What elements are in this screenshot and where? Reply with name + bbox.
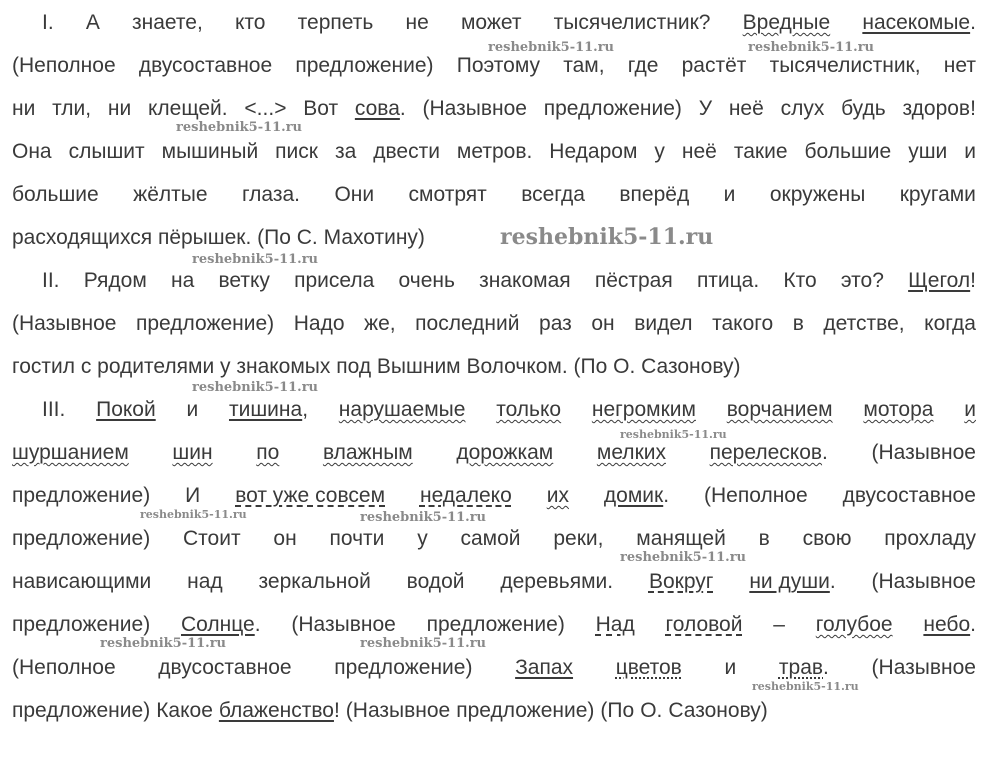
word: предложение) xyxy=(12,527,151,550)
word: и xyxy=(723,183,736,206)
word: (Назывное xyxy=(291,613,396,636)
word: знаете, xyxy=(132,11,203,34)
word: он xyxy=(273,527,297,550)
watermark: reshebnik5-11.ru xyxy=(360,510,487,525)
watermark: reshebnik5-11.ru xyxy=(176,120,303,135)
word: предложение) xyxy=(12,699,151,722)
participle-word: мелких xyxy=(596,441,666,464)
subject-phrase: ни души xyxy=(749,570,830,593)
word: двусоставное xyxy=(842,484,976,507)
word: вперёд xyxy=(619,183,690,206)
dash: – xyxy=(773,613,785,636)
word: смотрят xyxy=(408,183,487,206)
participle-word: мотора xyxy=(863,398,934,421)
word: в xyxy=(792,312,804,335)
word: А xyxy=(85,11,100,34)
predicate-word: Вредные xyxy=(742,11,831,34)
punctuation: ! xyxy=(333,699,340,722)
punctuation: . xyxy=(970,11,976,34)
word: мышиный xyxy=(161,140,259,163)
roman-numeral: III. xyxy=(42,398,66,421)
word: деревьями. xyxy=(500,570,614,593)
word: видел xyxy=(634,312,693,335)
text-line xyxy=(12,180,976,210)
word: за xyxy=(334,140,357,163)
word: растёт xyxy=(681,54,747,77)
word: Какое xyxy=(156,699,213,722)
watermark: reshebnik5-11.ru xyxy=(192,380,319,395)
watermark: reshebnik5-11.ru xyxy=(748,40,875,55)
word: глаза. xyxy=(241,183,300,206)
subject-word: небо xyxy=(923,613,971,636)
word: (Назывное xyxy=(345,699,451,722)
punctuation: . xyxy=(823,656,829,679)
word: здоров! xyxy=(902,97,976,120)
text-line xyxy=(12,653,976,683)
word: манящей xyxy=(636,527,726,550)
word: окружены xyxy=(769,183,866,206)
watermark: reshebnik5-11.ru xyxy=(140,508,247,521)
word: тли, xyxy=(52,97,92,120)
word: уши xyxy=(908,140,948,163)
word: всегда xyxy=(521,183,585,206)
watermark: reshebnik5-11.ru xyxy=(752,680,859,693)
participle-word: по xyxy=(256,441,280,464)
subject-word: тишина xyxy=(228,398,303,421)
word: такого xyxy=(712,312,774,335)
word: там, xyxy=(563,54,605,77)
word: у xyxy=(417,527,428,550)
text-line xyxy=(12,137,976,167)
word: Вот xyxy=(303,97,339,120)
word: ни xyxy=(12,97,36,120)
punctuation: . xyxy=(829,570,836,593)
word: (Назывное xyxy=(871,570,976,593)
word: предложение) xyxy=(426,613,565,636)
text-line xyxy=(12,223,976,253)
text-line xyxy=(12,352,976,382)
subject-word: блаженство xyxy=(218,699,334,722)
word: и xyxy=(724,656,737,679)
adverbial-word: головой xyxy=(665,613,743,636)
word: предложение) xyxy=(543,97,682,120)
word: такие xyxy=(733,140,788,163)
word: жёлтые xyxy=(133,183,208,206)
punctuation: . xyxy=(399,97,406,120)
text-line xyxy=(12,266,976,296)
word: Она xyxy=(12,140,52,163)
word: пёстрая xyxy=(594,269,673,292)
word: (Неполное xyxy=(12,54,116,77)
word: когда xyxy=(924,312,976,335)
word: самой xyxy=(460,527,521,550)
word: тысячелистник, xyxy=(769,54,921,77)
adverbial-word: Вокруг xyxy=(648,570,714,593)
word: и xyxy=(964,140,976,163)
word: где xyxy=(627,54,659,77)
word: Надо xyxy=(293,312,345,335)
word: тысячелистник? xyxy=(553,11,711,34)
word: писк xyxy=(275,140,318,163)
word: над xyxy=(187,570,223,593)
word: Поэтому xyxy=(456,54,541,77)
punctuation: . xyxy=(822,441,828,464)
participle-word: шин xyxy=(172,441,213,464)
word: клещей. xyxy=(147,97,228,120)
word: последний xyxy=(415,312,520,335)
adverbial-word: недалеко xyxy=(419,484,512,507)
word: нависающими xyxy=(12,570,152,593)
word: водой xyxy=(406,570,465,593)
watermark: reshebnik5-11.ru xyxy=(500,224,714,250)
word: может xyxy=(460,11,522,34)
text-line xyxy=(12,481,976,511)
word: же, xyxy=(364,312,396,335)
word: в xyxy=(758,527,770,550)
participle-word: шуршанием xyxy=(12,441,129,464)
word: Кто xyxy=(783,269,817,292)
word: свою xyxy=(802,527,852,550)
word: Они xyxy=(334,183,375,206)
word: слух xyxy=(780,97,825,120)
text-line xyxy=(12,438,976,468)
punctuation: . xyxy=(663,484,670,507)
word: присела xyxy=(294,269,375,292)
text-line xyxy=(12,94,976,124)
punctuation: , xyxy=(302,398,309,421)
word: зеркальной xyxy=(258,570,371,593)
word: реки, xyxy=(553,527,604,550)
word: кто xyxy=(235,11,266,34)
participle-word: только xyxy=(496,398,562,421)
word: предложение) xyxy=(12,484,151,507)
subject-word: Щегол xyxy=(908,269,971,292)
word: раз xyxy=(539,312,572,335)
word: будь xyxy=(841,97,886,120)
word: не xyxy=(405,11,429,34)
word: терпеть xyxy=(297,11,374,34)
word: неё xyxy=(728,97,764,120)
word: у xyxy=(654,140,665,163)
word: слышит xyxy=(68,140,145,163)
word: (Назывное xyxy=(871,656,976,679)
word: (Назывное xyxy=(12,312,117,335)
word: большие xyxy=(804,140,892,163)
word: У xyxy=(698,97,713,120)
subject-word: домик xyxy=(603,484,664,507)
word: неё xyxy=(681,140,717,163)
subject-word: Солнце xyxy=(181,613,255,636)
word: (Назывное xyxy=(422,97,527,120)
subject-word: Покой xyxy=(96,398,156,421)
word: почти xyxy=(329,527,385,550)
watermark: reshebnik5-11.ru xyxy=(360,636,487,651)
text-line xyxy=(12,51,976,81)
word: двести xyxy=(373,140,440,163)
word: знакомая xyxy=(479,269,571,292)
word: двусоставное xyxy=(138,54,273,77)
word: ни xyxy=(107,97,132,120)
word: очень xyxy=(398,269,455,292)
punctuation: ! xyxy=(970,269,976,292)
word: предложение) xyxy=(456,699,595,722)
text-line xyxy=(12,309,976,339)
word: предложение) xyxy=(334,656,473,679)
subject-word: Запах xyxy=(515,656,574,679)
text-line xyxy=(12,567,976,597)
watermark: reshebnik5-11.ru xyxy=(192,252,319,267)
word: Недаром xyxy=(549,140,638,163)
word: И xyxy=(185,484,201,507)
word: (По xyxy=(600,699,635,722)
word: Рядом xyxy=(83,269,147,292)
participle-word: нарушаемые xyxy=(338,398,466,421)
word: он xyxy=(591,312,615,335)
word: (Неполное xyxy=(704,484,808,507)
object-word: трав xyxy=(778,656,824,679)
roman-numeral: II. xyxy=(42,269,60,292)
watermark: reshebnik5-11.ru xyxy=(620,550,747,565)
text-line xyxy=(12,395,976,425)
word: птица. xyxy=(696,269,760,292)
word: предложение) xyxy=(295,54,434,77)
participle-word: влажным xyxy=(322,441,413,464)
watermark: reshebnik5-11.ru xyxy=(100,636,227,651)
source-attribution: гостил с родителями у знакомых под Вышним Волочком. (По О. Сазонову) xyxy=(12,355,741,378)
watermark: reshebnik5-11.ru xyxy=(488,40,615,55)
participle-word: дорожкам xyxy=(456,441,554,464)
watermark: reshebnik5-11.ru xyxy=(620,428,727,441)
word: О. xyxy=(640,699,663,722)
word: двусоставное xyxy=(158,656,292,679)
participle-word: перелесков xyxy=(709,441,823,464)
punctuation: . xyxy=(254,613,261,636)
word: предложение) xyxy=(12,613,151,636)
participle-word: и xyxy=(964,398,976,421)
subject-word: насекомые xyxy=(862,11,971,34)
word: Сазонову) xyxy=(668,699,768,722)
adverbial-phrase: вот уже совсем xyxy=(235,484,386,507)
word: нет xyxy=(943,54,976,77)
word: (Назывное xyxy=(871,441,976,464)
word: на xyxy=(170,269,195,292)
word: кругами xyxy=(899,183,976,206)
word: и xyxy=(186,398,199,421)
text-line xyxy=(12,524,976,554)
word: большие xyxy=(12,183,99,206)
source-attribution: расходящихся пёрышек. (По С. Махотину) xyxy=(12,226,425,249)
participle-word: негромким xyxy=(591,398,696,421)
word: ветку xyxy=(218,269,270,292)
word: это? xyxy=(840,269,884,292)
word: предложение) xyxy=(135,312,275,335)
punctuation: . xyxy=(970,613,976,636)
word: метров. xyxy=(456,140,533,163)
roman-numeral: I. xyxy=(42,11,54,34)
text-line xyxy=(12,696,976,726)
participle-word: ворчанием xyxy=(726,398,833,421)
attribute-word: их xyxy=(546,484,569,507)
word: детстве, xyxy=(823,312,905,335)
word: Стоит xyxy=(183,527,241,550)
text-line xyxy=(12,8,976,38)
ellipsis: <...> xyxy=(244,97,287,120)
word: прохладу xyxy=(884,527,976,550)
object-word: цветов xyxy=(615,656,682,679)
word: (Неполное xyxy=(12,656,116,679)
subject-word: сова xyxy=(354,97,400,120)
attribute-word: голубое xyxy=(815,613,893,636)
adverbial-word: Над xyxy=(595,613,635,636)
